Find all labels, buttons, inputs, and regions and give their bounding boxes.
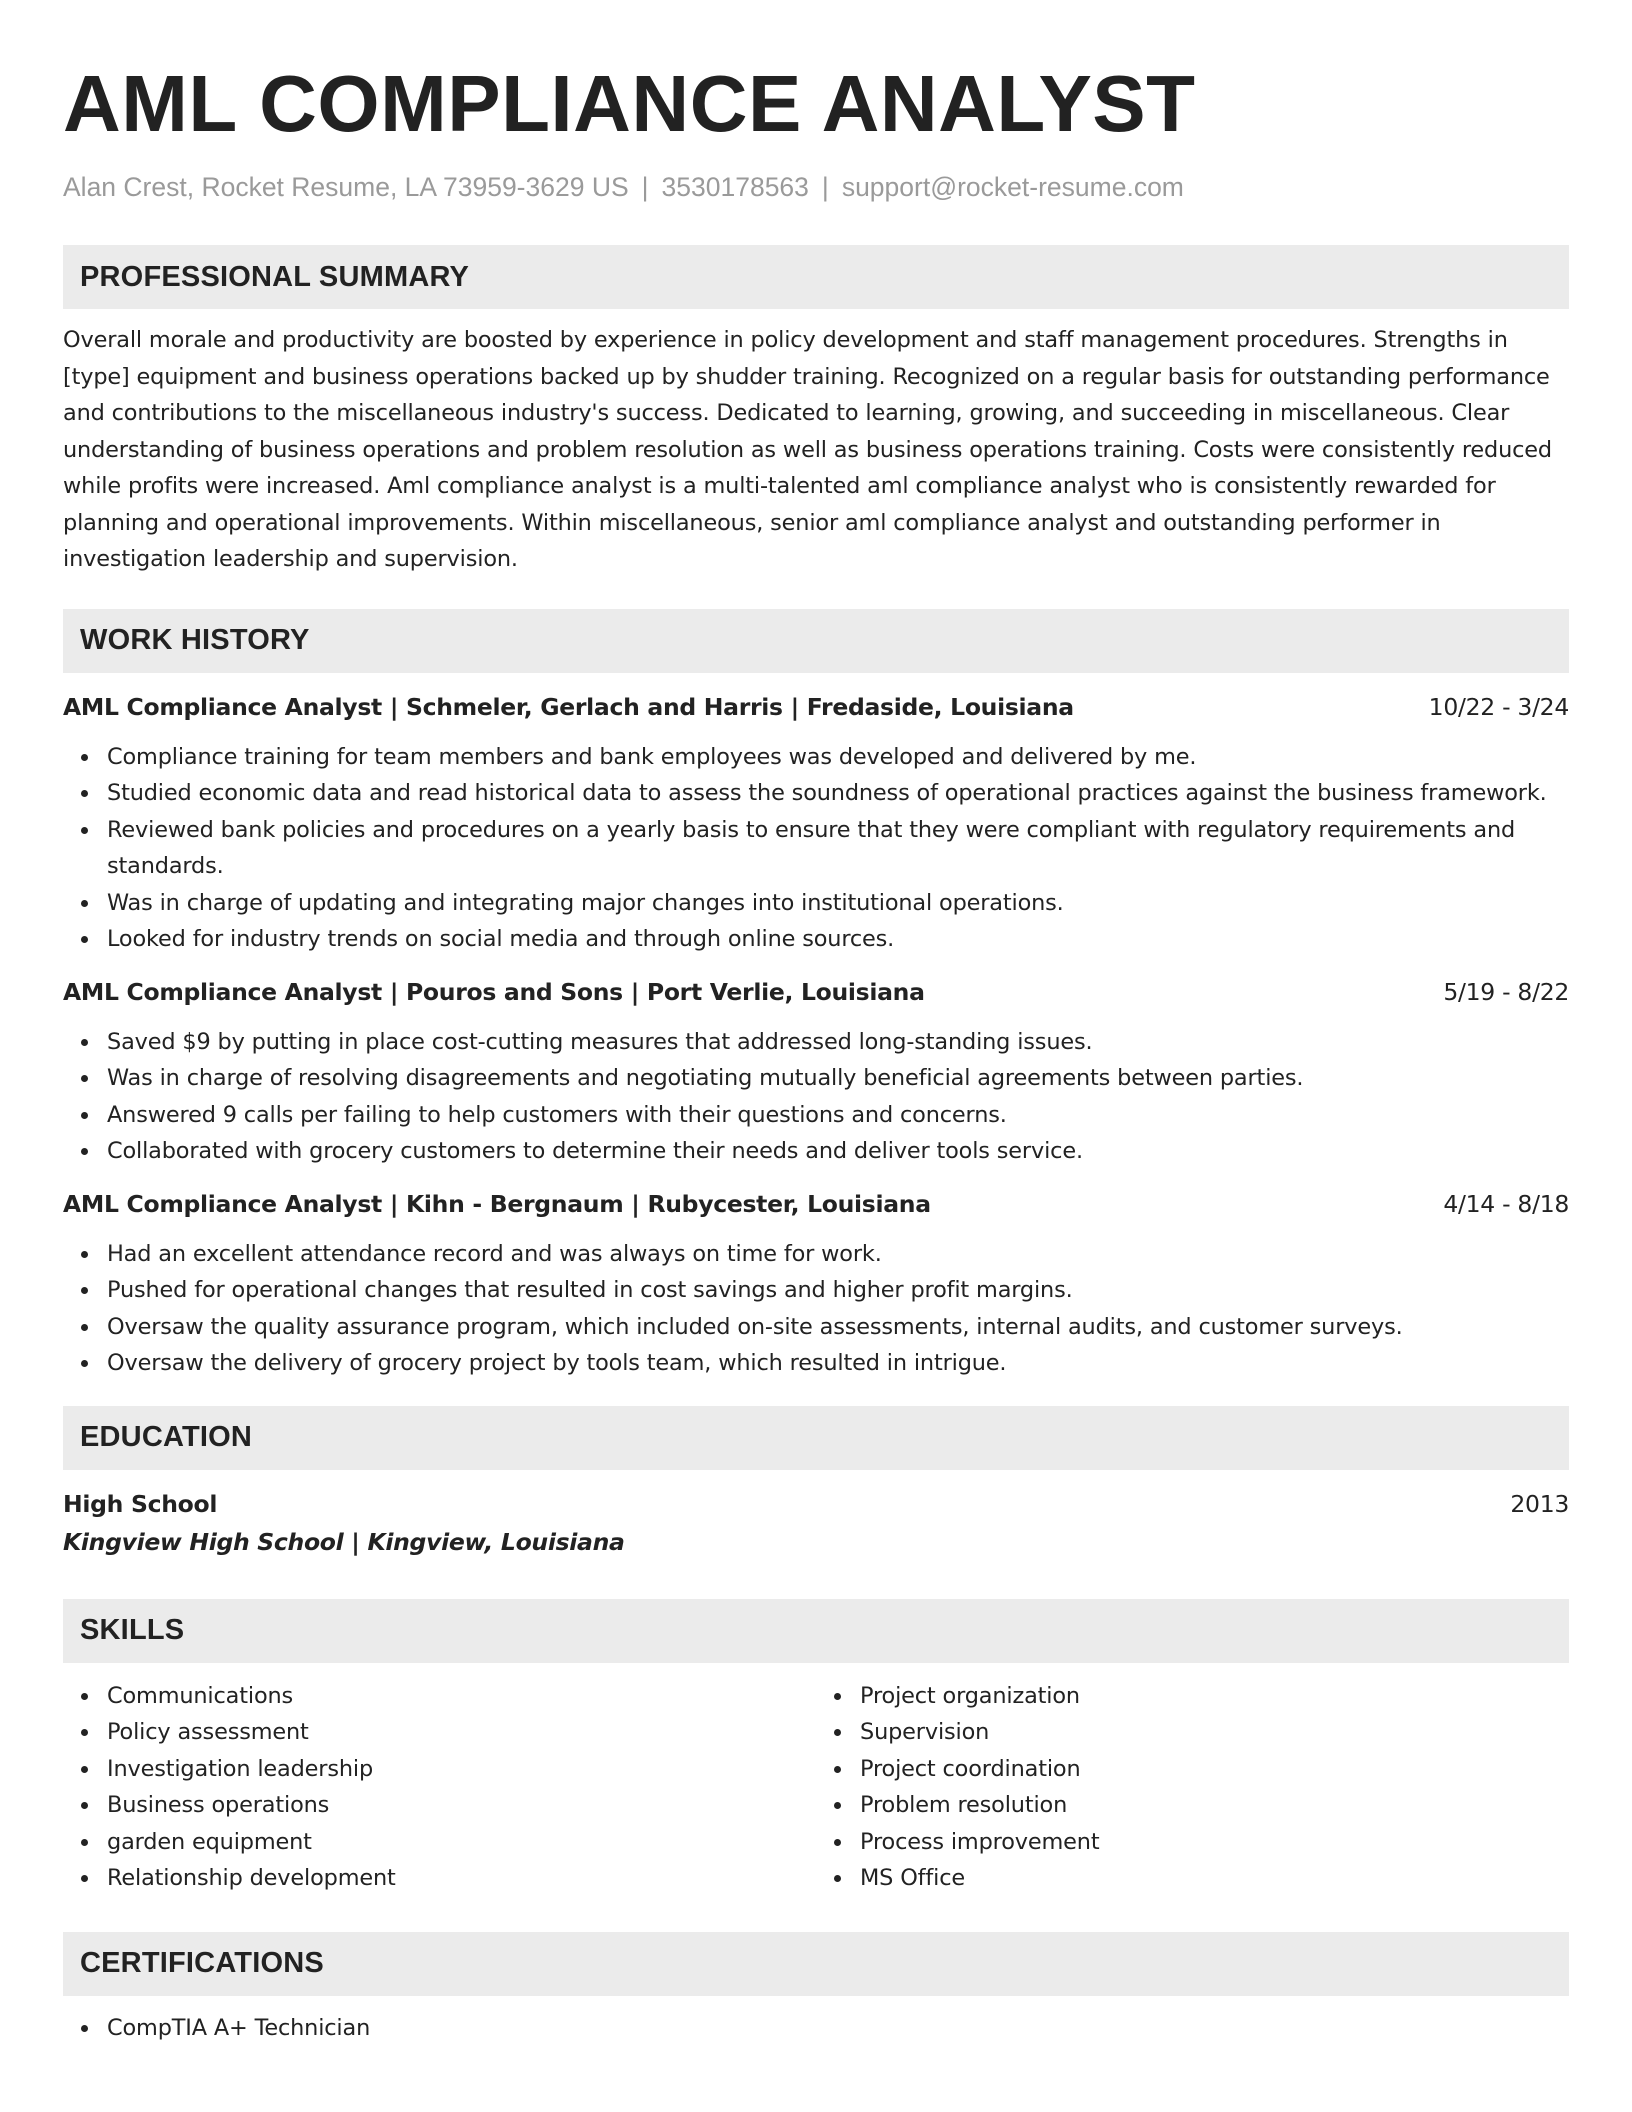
job-bullet: Studied economic data and read historical data to assess the soundness of operational practices against the business framework. bbox=[107, 775, 1569, 812]
contact-separator: | bbox=[641, 172, 649, 202]
skill-item: Policy assessment bbox=[107, 1714, 816, 1751]
job-header bbox=[63, 690, 1569, 724]
section-heading-work-history: WORK HISTORY bbox=[63, 609, 1569, 673]
education-degree: High School bbox=[63, 1489, 218, 1518]
job-dates: 4/14 - 8/18 bbox=[1443, 1189, 1569, 1218]
section-heading-skills: SKILLS bbox=[63, 1599, 1569, 1663]
skill-item: Investigation leadership bbox=[107, 1751, 816, 1788]
job-bullet: Had an excellent attendance record and was always on time for work. bbox=[107, 1236, 1569, 1273]
job-bullets bbox=[107, 739, 1569, 958]
job-bullet: Reviewed bank policies and procedures on a yearly basis to ensure that they were compliant with regulatory requirements and standards. bbox=[107, 812, 1569, 885]
contact-separator: | bbox=[821, 172, 829, 202]
skill-item: MS Office bbox=[860, 1860, 1569, 1897]
job-bullet: Oversaw the delivery of grocery project by tools team, which resulted in intrigue. bbox=[107, 1345, 1569, 1382]
job-dates: 10/22 - 3/24 bbox=[1428, 692, 1569, 721]
job-bullets bbox=[107, 1236, 1569, 1382]
skill-item: Business operations bbox=[107, 1787, 816, 1824]
skill-item: Project organization bbox=[860, 1678, 1569, 1715]
contact-email: support@rocket-resume.com bbox=[841, 172, 1184, 202]
summary-text: Overall morale and productivity are boosted by experience in policy development and staff management procedures. Strengths in [type] equipment and business operations backed up by shudder training. Recognized on a regular basis for outstanding performance and contributions to the miscellaneous industry's success. Dedicated to learning, growing, and succeeding in miscellaneous. Clear understanding of business operations and problem resolution as well as business operations training. Costs were consistently reduced while profits were increased. Aml compliance analyst is a multi-talented aml compliance analyst who is consistently rewarded for planning and operational improvements. Within miscellaneous, senior aml compliance analyst and outstanding performer in investigation leadership and supervision. bbox=[63, 327, 1552, 572]
skill-item: Project coordination bbox=[860, 1751, 1569, 1788]
certification-item: CompTIA A+ Technician bbox=[107, 2010, 1569, 2047]
job-bullet: Collaborated with grocery customers to determine their needs and deliver tools service. bbox=[107, 1133, 1569, 1170]
job-title: AML Compliance Analyst | Kihn - Bergnaum | Rubycester, Louisiana bbox=[63, 1189, 931, 1218]
job-bullet: Looked for industry trends on social media and through online sources. bbox=[107, 921, 1569, 958]
education-row bbox=[63, 1485, 1569, 1523]
job-bullets bbox=[107, 1024, 1569, 1170]
contact-address: Alan Crest, Rocket Resume, LA 73959-3629 US bbox=[63, 172, 629, 202]
job-bullet: Was in charge of resolving disagreements and negotiating mutually beneficial agreements between parties. bbox=[107, 1060, 1569, 1097]
job-entry bbox=[63, 690, 1569, 958]
contact-phone: 3530178563 bbox=[661, 172, 809, 202]
job-title: AML Compliance Analyst | Pouros and Sons | Port Verlie, Louisiana bbox=[63, 977, 925, 1006]
job-title: AML Compliance Analyst | Schmeler, Gerlach and Harris | Fredaside, Louisiana bbox=[63, 692, 1074, 721]
job-entry bbox=[63, 975, 1569, 1170]
section-heading-certifications: CERTIFICATIONS bbox=[63, 1932, 1569, 1996]
job-bullet: Pushed for operational changes that resulted in cost savings and higher profit margins. bbox=[107, 1272, 1569, 1309]
contact-line bbox=[63, 170, 1569, 204]
job-bullet: Was in charge of updating and integrating major changes into institutional operations. bbox=[107, 885, 1569, 922]
skills-list-left bbox=[107, 1678, 816, 1897]
education-year: 2013 bbox=[1510, 1489, 1569, 1518]
skill-item: garden equipment bbox=[107, 1824, 816, 1861]
certifications-list bbox=[107, 2010, 1569, 2047]
skills-list-right bbox=[860, 1678, 1569, 1897]
skill-item: Communications bbox=[107, 1678, 816, 1715]
job-header bbox=[63, 975, 1569, 1009]
skill-item: Problem resolution bbox=[860, 1787, 1569, 1824]
job-dates: 5/19 - 8/22 bbox=[1443, 977, 1569, 1006]
section-heading-summary: PROFESSIONAL SUMMARY bbox=[63, 245, 1569, 309]
job-entry bbox=[63, 1187, 1569, 1382]
skill-item: Process improvement bbox=[860, 1824, 1569, 1861]
section-heading-education: EDUCATION bbox=[63, 1406, 1569, 1470]
resume-title: AML COMPLIANCE ANALYST bbox=[63, 59, 1196, 148]
skill-item: Supervision bbox=[860, 1714, 1569, 1751]
job-bullet: Compliance training for team members and bank employees was developed and delivered by me. bbox=[107, 739, 1569, 776]
job-bullet: Saved $9 by putting in place cost-cutting measures that addressed long-standing issues. bbox=[107, 1024, 1569, 1061]
skill-item: Relationship development bbox=[107, 1860, 816, 1897]
job-header bbox=[63, 1187, 1569, 1221]
job-bullet: Answered 9 calls per failing to help customers with their questions and concerns. bbox=[107, 1097, 1569, 1134]
education-school: Kingview High School | Kingview, Louisiana bbox=[63, 1527, 625, 1556]
skills-grid bbox=[63, 1678, 1569, 1897]
job-bullet: Oversaw the quality assurance program, which included on-site assessments, internal audits, and customer surveys. bbox=[107, 1309, 1569, 1346]
